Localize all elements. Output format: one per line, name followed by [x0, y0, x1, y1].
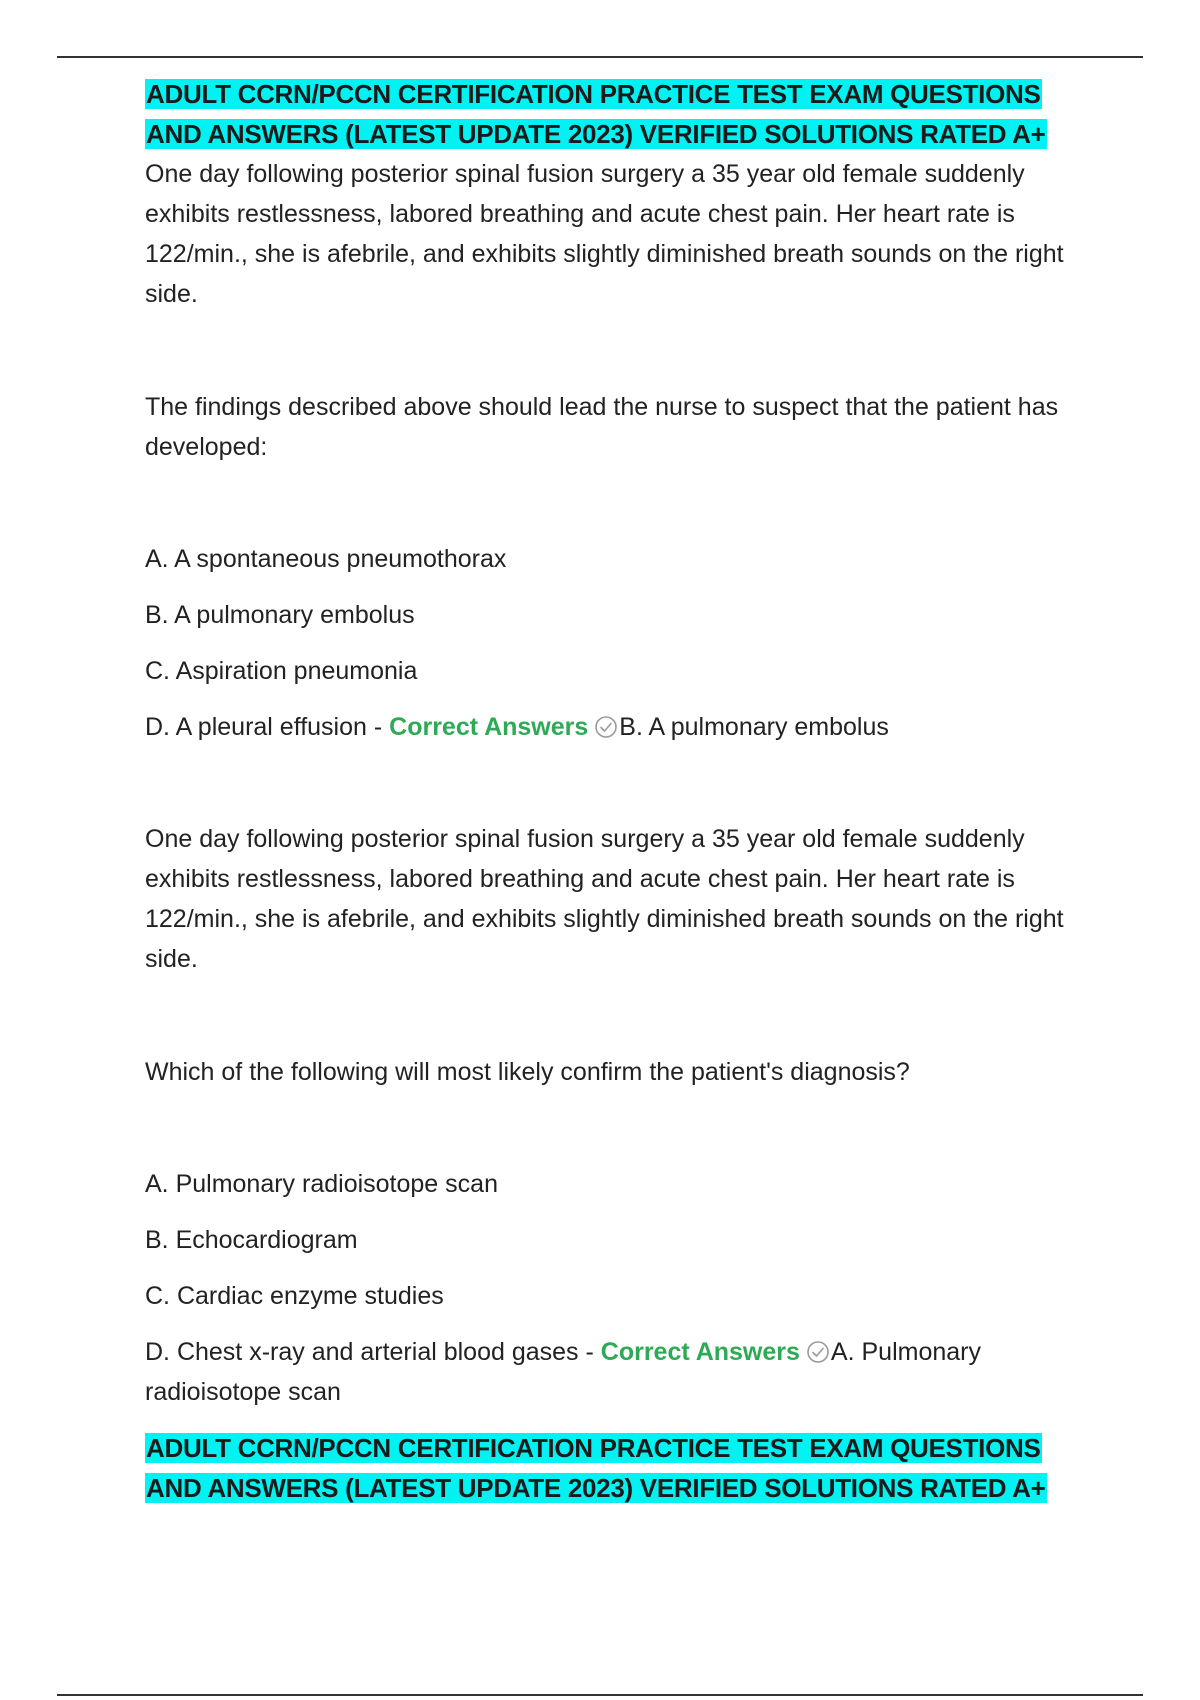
- bottom-rule: [57, 1694, 1143, 1696]
- question-1: [145, 154, 1085, 747]
- document-body: [145, 74, 1085, 1508]
- question-stem: One day following posterior spinal fusion surgery a 35 year old female suddenly exhibits restlessness, labored breathing and acute chest pain. Her heart rate is 122/min., she is afebrile, and exhibits slightly diminished breath sounds on the right side.: [145, 825, 1064, 973]
- option-d-text: D. Chest x-ray and arterial blood gases -: [145, 1338, 601, 1366]
- correct-answers-label: Correct Answers: [600, 1338, 800, 1366]
- question-prompt: Which of the following will most likely confirm the patient's diagnosis?: [145, 1058, 910, 1086]
- answer-text: A. Pulmonary radioisotope scan: [145, 1338, 981, 1406]
- question-prompt: The findings described above should lead the nurse to suspect that the patient has developed:: [145, 393, 1059, 461]
- option-c: C. Aspiration pneumonia: [145, 657, 418, 685]
- option-d-with-answer: [145, 707, 1085, 747]
- option-a: A. A spontaneous pneumothorax: [145, 545, 507, 573]
- option-b: B. Echocardiogram: [145, 1226, 358, 1254]
- check-circle-icon: [594, 711, 618, 735]
- question-2: [145, 819, 1085, 1412]
- option-d-with-answer: [145, 1332, 1085, 1412]
- answer-options: [145, 539, 1085, 747]
- banner-text: ADULT CCRN/PCCN CERTIFICATION PRACTICE TEST EXAM QUESTIONS AND ANSWERS (LATEST UPDATE 2023) VERIFIED SOLUTIONS RATED A+: [146, 79, 1046, 149]
- answer-options: [145, 1164, 1085, 1412]
- top-rule: [57, 56, 1143, 58]
- banner-text: ADULT CCRN/PCCN CERTIFICATION PRACTICE TEST EXAM QUESTIONS AND ANSWERS (LATEST UPDATE 2023) VERIFIED SOLUTIONS RATED A+: [146, 1433, 1046, 1503]
- option-a: A. Pulmonary radioisotope scan: [145, 1170, 498, 1198]
- option-c: C. Cardiac enzyme studies: [145, 1282, 444, 1310]
- check-circle-icon: [806, 1336, 830, 1360]
- header-banner: [145, 74, 1085, 154]
- option-b: B. A pulmonary embolus: [145, 601, 415, 629]
- answer-text: B. A pulmonary embolus: [619, 713, 889, 741]
- footer-banner: [145, 1428, 1085, 1508]
- question-stem: One day following posterior spinal fusion surgery a 35 year old female suddenly exhibits restlessness, labored breathing and acute chest pain. Her heart rate is 122/min., she is afebrile, and exhibits slightly diminished breath sounds on the right side.: [145, 160, 1064, 308]
- option-d-text: D. A pleural effusion -: [145, 713, 390, 741]
- correct-answers-label: Correct Answers: [389, 713, 589, 741]
